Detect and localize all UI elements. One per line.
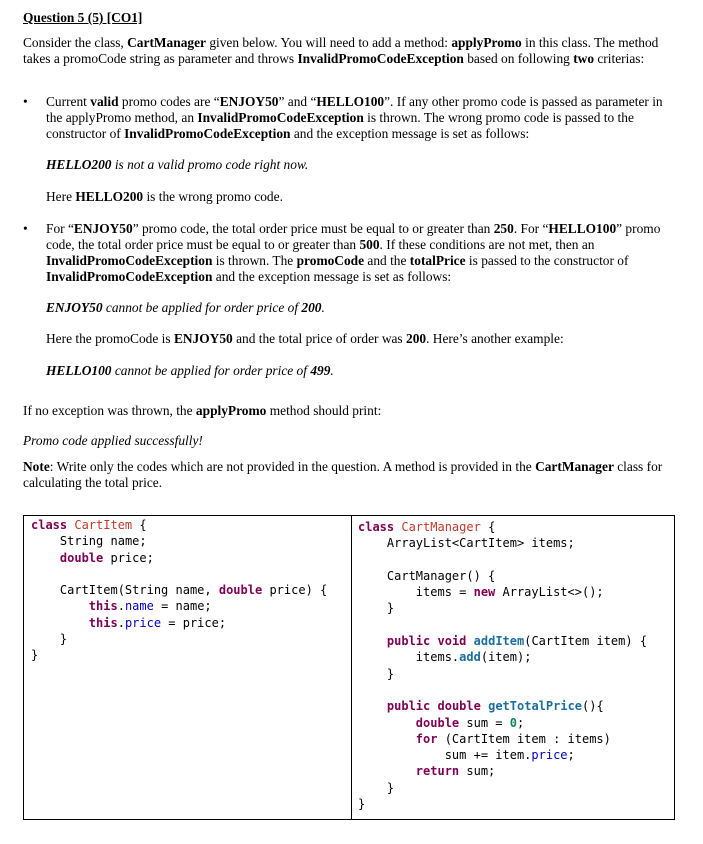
note-paragraph: Note: Write only the codes which are not provided in the question. A method is provided in the CartManager class for calculating the total price. [23,459,663,490]
bullet-2-text: For “ENJOY50” promo code, the total order price must be equal to or greater than 250. For “HELLO100” promo code, the total order price must be equal to or greater than 500. If these conditions are not met, then an InvalidPromoCodeException is thrown. The promoCode and the totalPrice is passed to the constructor of InvalidPromoCodeException and the exception message is set as follows: [46,221,661,284]
question-heading: Question 5 (5) [CO1] [23,10,143,25]
bullet-1-example: HELLO200 is not a valid promo code right now. [46,157,309,172]
bullet-dot-1: • [23,94,28,109]
no-exception-paragraph: If no exception was thrown, the applyPromo method should print: [23,403,382,418]
code-table [23,515,675,820]
bullet-2-example-1: ENJOY50 cannot be applied for order price of 200. [46,300,325,315]
bullet-2-example-2: HELLO100 cannot be applied for order price of 499. [46,363,334,378]
cartmanager-code: class CartManager { ArrayList<CartItem> items; CartManager() { items = new ArrayList<>(); } public void addItem(CartItem item) { items.add(item); } public double getTotalPrice(){ double sum = 0; for (CartItem item : items) sum += item.price; return sum; } } [358,520,648,812]
code-table-divider [351,516,352,819]
bullet-dot-2: • [23,221,28,236]
success-message: Promo code applied successfully! [23,433,203,448]
cartitem-code: class CartItem { String name; double price; CartItem(String name, double price) { this.name = name; this.price = price; } } [31,518,328,663]
intro-paragraph: Consider the class, CartManager given below. You will need to add a method: applyPromo in this class. The method takes a promoCode string as parameter and throws InvalidPromoCodeException based on following two criterias: [23,35,659,66]
bullet-2-here: Here the promoCode is ENJOY50 and the total price of order was 200. Here’s another example: [46,331,564,346]
bullet-1-here: Here HELLO200 is the wrong promo code. [46,189,283,204]
bullet-1-text: Current valid promo codes are “ENJOY50” and “HELLO100”. If any other promo code is passed as parameter in the applyPromo method, an InvalidPromoCodeException is thrown. The wrong promo code is passed to the constructor of InvalidPromoCodeException and the exception message is set as follows: [46,94,663,141]
